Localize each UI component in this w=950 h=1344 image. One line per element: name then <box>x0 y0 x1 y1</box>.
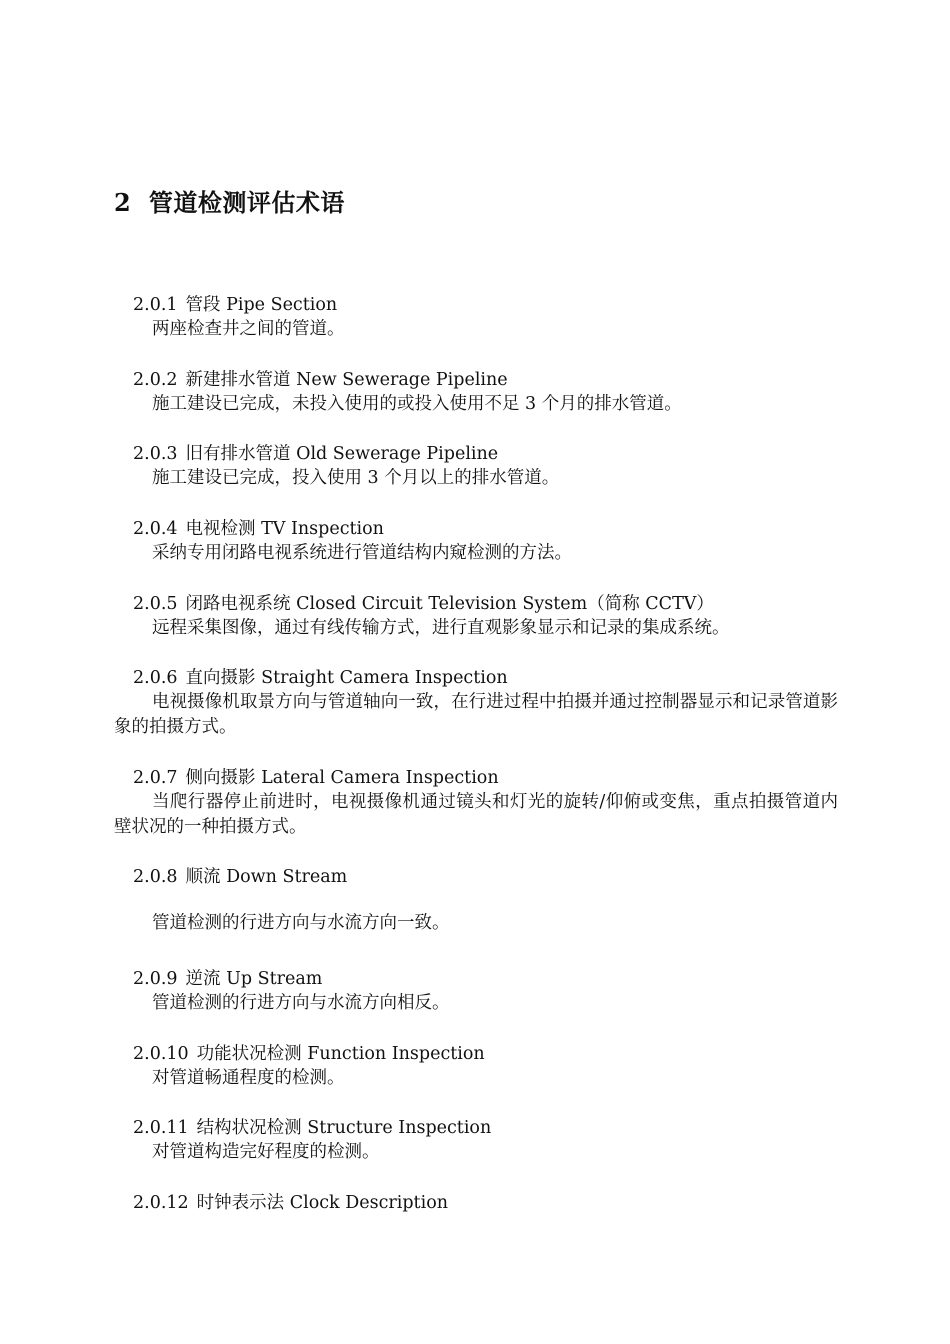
term-name: 旧有排水管道 Old Sewerage Pipeline <box>185 444 499 464</box>
term-definition: 对管道畅通程度的检测。 <box>152 1068 345 1088</box>
term-name: 新建排水管道 New Sewerage Pipeline <box>185 370 508 390</box>
chapter-number: 2 <box>114 188 132 217</box>
term-number: 2.0.4 <box>133 519 178 539</box>
term-name: 直向摄影 Straight Camera Inspection <box>185 668 508 688</box>
term-number: 2.0.6 <box>133 668 178 688</box>
term-name: 闭路电视系统 Closed Circuit Television System（简称 CCTV） <box>185 594 714 614</box>
term-definition: 施工建设已完成，未投入使用的或投入使用不足 3 个月的排水管道。 <box>152 394 682 414</box>
term-definition: 电视摄像机取景方向与管道轴向一致，在行进过程中拍摄并通过控制器显示和记录管道影象的拍摄方式。 <box>114 692 838 737</box>
term-heading <box>133 1042 485 1066</box>
term-heading <box>133 592 714 616</box>
term-heading <box>133 766 499 790</box>
term-name: 侧向摄影 Lateral Camera Inspection <box>185 768 499 788</box>
term-name: 功能状况检测 Function Inspection <box>196 1044 485 1064</box>
term-name: 电视检测 TV Inspection <box>185 519 384 539</box>
term-number: 2.0.2 <box>133 370 178 390</box>
term-definition: 对管道构造完好程度的检测。 <box>152 1142 380 1162</box>
term-name: 逆流 Up Stream <box>185 969 323 989</box>
term-heading <box>133 1191 448 1215</box>
term-number: 2.0.1 <box>133 295 178 315</box>
term-heading <box>133 517 384 541</box>
term-heading <box>133 442 498 466</box>
term-number: 2.0.9 <box>133 969 178 989</box>
term-number: 2.0.3 <box>133 444 178 464</box>
term-number: 2.0.10 <box>133 1044 189 1064</box>
term-heading <box>133 666 508 690</box>
term-heading <box>133 293 337 317</box>
term-number: 2.0.8 <box>133 867 178 887</box>
term-definition: 采纳专用闭路电视系统进行管道结构内窥检测的方法。 <box>152 543 572 563</box>
term-definition: 管道检测的行进方向与水流方向相反。 <box>152 993 450 1013</box>
term-number: 2.0.11 <box>133 1118 189 1138</box>
term-heading <box>133 865 347 889</box>
term-number: 2.0.7 <box>133 768 178 788</box>
chapter-title <box>114 183 345 218</box>
term-definition: 施工建设已完成，投入使用 3 个月以上的排水管道。 <box>152 468 560 488</box>
term-number: 2.0.5 <box>133 594 178 614</box>
term-definition: 两座检查井之间的管道。 <box>152 319 345 339</box>
term-number: 2.0.12 <box>133 1193 189 1213</box>
term-definition: 远程采集图像，通过有线传输方式，进行直观影象显示和记录的集成系统。 <box>152 618 730 638</box>
chapter-title-text: 管道检测评估术语 <box>148 188 345 217</box>
term-heading <box>133 1116 491 1140</box>
term-heading <box>133 967 322 991</box>
term-definition: 当爬行器停止前进时，电视摄像机通过镜头和灯光的旋转/仰俯或变焦，重点拍摄管道内壁状况的一种拍摄方式。 <box>114 792 838 837</box>
term-definition: 管道检测的行进方向与水流方向一致。 <box>152 913 450 933</box>
term-name: 管段 Pipe Section <box>185 295 338 315</box>
term-heading <box>133 368 508 392</box>
term-name: 时钟表示法 Clock Description <box>196 1193 448 1213</box>
term-name: 顺流 Down Stream <box>185 867 348 887</box>
term-name: 结构状况检测 Structure Inspection <box>196 1118 492 1138</box>
